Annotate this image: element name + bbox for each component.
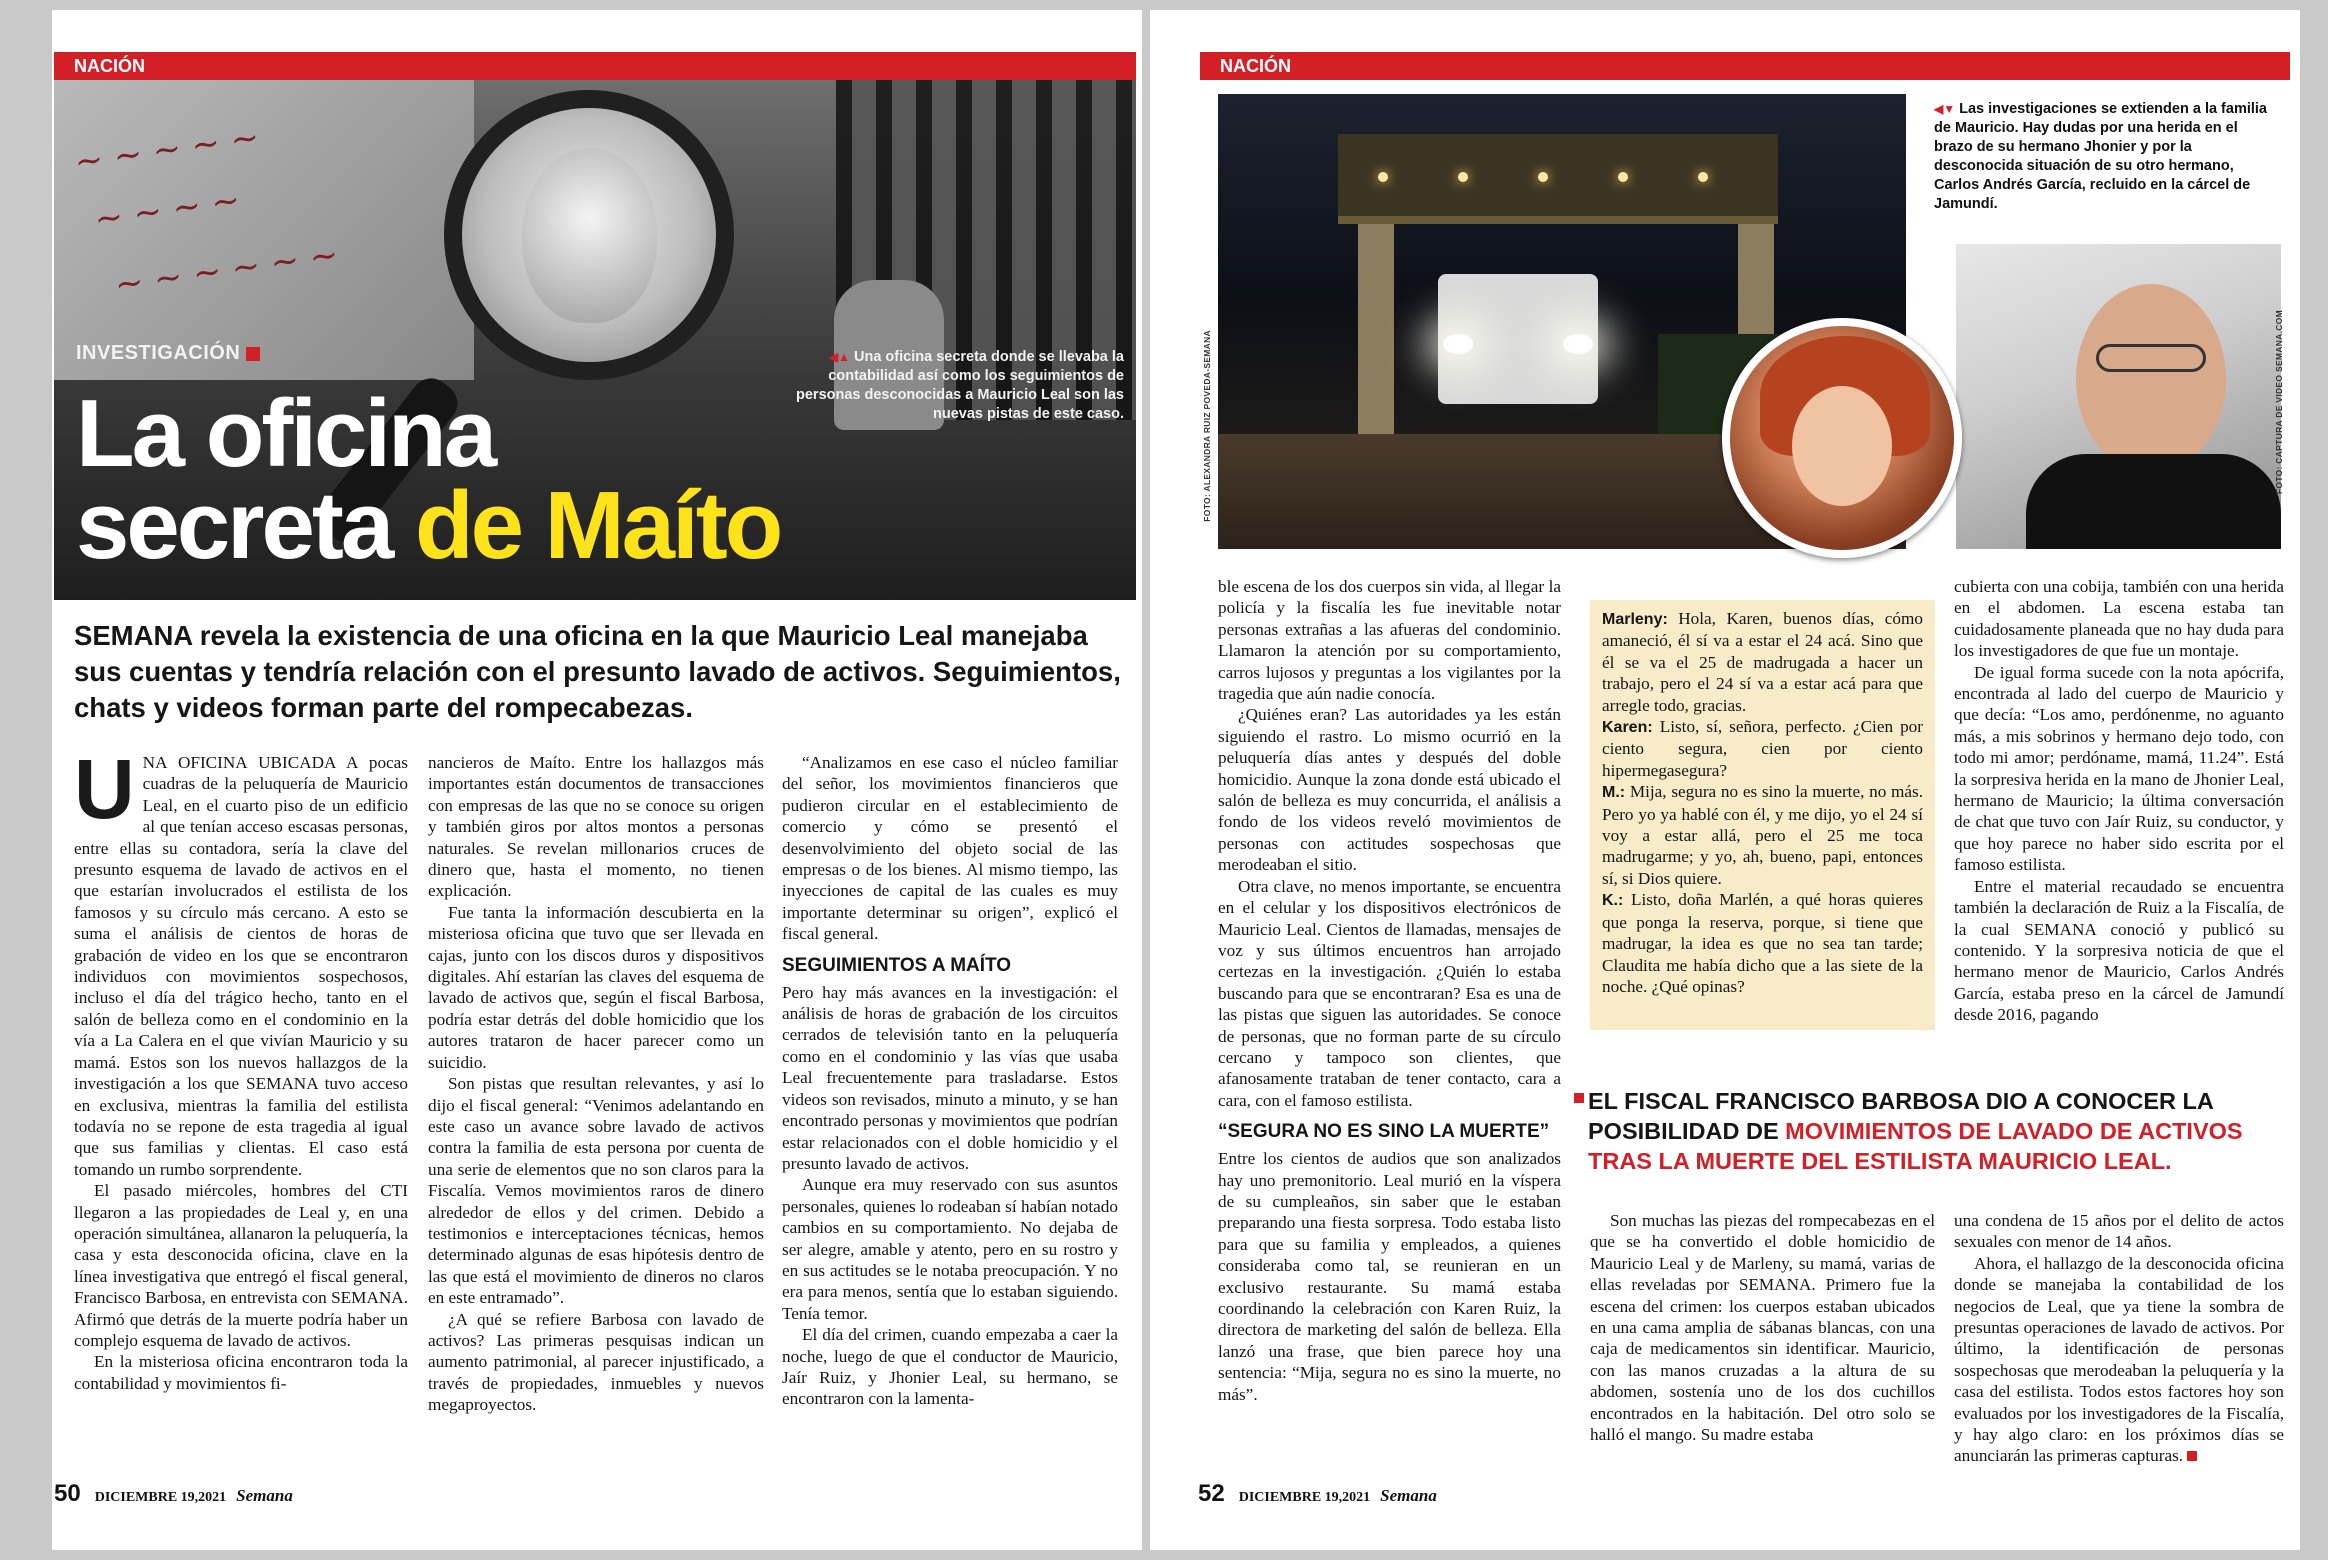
photo-credit: FOTO: ALEXANDRA RUIZ POVEDA-SEMANA [1202,330,1212,522]
paragraph: Entre el material recaudado se encuentra también la declaración de Ruiz a la Fiscalía, de la cual SEMANA conoció y publicó su contenido. Y la sorpresiva noticia de que el hermano menor de Mauricio, Carlos Andrés García, estaba preso en la cárcel de Jamundí desde 2016, pagando [1954,876,2284,1025]
issue-date: DICIEMBRE 19,2021 [1238,1490,1371,1505]
light-icon [1538,172,1548,182]
face [1792,386,1892,506]
section-label: NACIÓN [54,52,1136,80]
page-footer [54,1480,293,1508]
paragraph: ¿Quiénes eran? Las autoridades ya les están siguiendo el rastro. Lo mismo ocurrió en la peluquería días antes y después del doble homicidio. Aunque la zona donde está ubicado el salón de belleza es muy concurrida, el análisis a fondo de los videos reveló movimientos de personas con actitudes sospechosas que merodeaban el sitio. [1218,705,1561,875]
man-portrait-image [1956,244,2281,549]
handwritten-note-image: ~ ~ ~ ~ ~ ~ ~ ~ ~ ~ ~ ~ ~ ~ ~ [54,80,474,380]
chat-text: Listo, doña Marlén, a qué horas quieres que ponga la reserva, porque, si tiene que madrugar, la idea es que no sea tan tarde; Claudita me había dicho que a las siete de la noche. ¿Qué opinas? [1602,890,1924,996]
face [2076,284,2226,474]
paragraph: ¿A qué se refiere Barbosa con lavado de activos? Las primeras pesquisas indican un aumento patrimonial, al parecer injustificado, a través de propiedades, inmuebles y nuevos megaproyectos. [428,1309,764,1415]
paragraph: Entre los cientos de audios que son analizados hay uno premonitorio. Leal murió en la víspera de su cumpleaños, sin saber que le estaban preparando una fiesta sorpresa. Todo estaba listo para que su familia y empleados, a quienes consideraba como tal, se reunieran en un exclusivo restaurante. Su mamá estaba coordinando la celebración con Karen Ruiz, la directora de marketing del salón de belleza. Ella lanzó una frase, que bien parece hoy una sentencia: “Mija, segura no es sino la muerte, no más”. [1218,1149,1561,1404]
light-icon [1698,172,1708,182]
headline-line-1: La oficina [76,380,495,487]
pillar [1358,224,1394,444]
paragraph: cubierta con una cobija, también con una herida en el abdomen. La escena estaba tan cuidadosamente planeada que no hay duda para los investigadores de que fue un montaje. [1954,577,2284,661]
end-mark-icon [2187,1451,2197,1461]
headlight-icon [1443,334,1473,354]
chat-line [1602,781,1923,889]
paragraph: Son pistas que resultan relevantes, y así lo dijo el fiscal general: “Venimos adelantando en este caso un avance sobre lavado de activos contra la familia de esta persona por cuenta de una serie de elementos que no son claros para la Fiscalía. Vemos movimientos raros de dinero alrededor de ellos y del crimen. Debido a testimonios e interceptaciones técnicas, hemos determinado algunas de esas hipótesis dentro de las que está el movimiento de dineros no claros en este entramado”. [428,1074,764,1308]
page-number: 52 [1198,1480,1225,1507]
glasses-icon [2096,344,2206,372]
paragraph: Pero hay más avances en la investigación: el análisis de horas de grabación de los circuitos cerrados de televisión tanto en la peluquería como en el condominio y las vías que usaba Leal frecuentemente para trasladarse. Estos videos son revisados, minuto a minuto, y se han encontrado personas y movimientos que podrían estar relacionados con el doble homicidio y el presunto lavado de activos. [782,982,1118,1173]
chat-line [1602,608,1923,716]
article-column-3 [782,752,1118,1410]
paragraph: Aunque era muy reservado con sus asuntos personales, quienes lo rodeaban sí habían notado cambios en su comportamiento. No dejaba de ser alegre, amable y atento, pero en su rostro y en sus actitudes se le notaba preocupación. Y no era para menos, sentía que lo estaban siguiendo. Tenía temor. [782,1175,1118,1323]
issue-date: DICIEMBRE 19,2021 [94,1490,227,1505]
article-column-3-continued [1954,1210,2284,1467]
light-icon [1458,172,1468,182]
chat-text: Listo, sí, señora, perfecto. ¿Cien por ciento segura, cien por ciento hipermegasegura? [1602,717,1923,780]
pull-quote-highlight: MOVIMIENTOS DE LAVADO DE ACTIVOS TRAS LA MUERTE DEL ESTILISTA MAURICIO LEAL. [1588,1118,2243,1174]
chat-line [1602,716,1923,781]
photo-caption [1934,100,2274,214]
deck: SEMANA revela la existencia de una oficina en la que Mauricio Leal manejaba sus cuentas y tendría relación con el presunto lavado de activos. Seguimientos, chats y videos forman parte del rompecabezas. [74,620,1121,723]
chat-speaker: K.: [1602,892,1624,910]
headlight-icon [1563,334,1593,354]
light-icon [1378,172,1388,182]
paragraph: “Analizamos en ese caso el núcleo familiar del señor, los movimientos financieros que pudieron circular en el establecimiento de comercio y cómo se presentó el desenvolvimiento del objeto social de las empresas o de los bienes. Al mismo tiempo, las inyecciones de capital de las cuales es muy importante determinar su origen”, explicó el fiscal general. [782,753,1118,944]
headline-highlight: de Maíto [414,472,781,579]
paragraph: De igual forma sucede con la nota apócrifa, encontrada al lado del cuerpo de Mauricio y que decía: “Los amo, perdónenme, no aguanto más, a mis sobrinos y hermano dejo todo, con todo mi amor; perdóname, mamá, 11.24”. Está la sorpresiva herida en la mano de Jhonier Leal, hermano de Mauricio; la última conversación de chat que tuvo con Jaír Ruiz, su conductor, y que hoy parece no haber sido escrita por el famoso estilista. [1954,662,2284,875]
left-page [52,10,1142,1550]
paragraph [1954,1253,2284,1467]
paragraph-text: Ahora, el hallazgo de la desconocida oficina donde se manejaba la contabilidad de los negocios de Leal, que ya tiene la sombra de presuntas operaciones de lavado de activos. Por último, la identificación de personas sospechosas que merodeaban la peluquería y la casa del estilista. Todos estos factores hoy son evaluados por los investigadores de la Fiscalía, y hay algo claro: en los próximos días se anunciarán las primeras capturas. [1954,1253,2284,1466]
page-footer [1198,1480,1437,1508]
article-column-2 [1590,1210,1935,1445]
paragraph: ble escena de los dos cuerpos sin vida, al llegar la policía y la fiscalía les fue inevitable notar personas extrañas a las afueras del condominio. Llamaron la atención por su comportamiento, carros lujosos y preguntas a los vigilantes por la tragedia que aún nadie conocía. [1218,577,1561,704]
paragraph: nancieros de Maíto. Entre los hallazgos más importantes están documentos de transacciones con empresas de las que no se conoce su origen y también giros por altos montos a personas naturales. Se revelan millonarios cruces de dinero que, hasta el momento, no tienen explicación. [428,753,764,901]
video-capture-photo [1926,94,2281,549]
paragraph: El día del crimen, cuando empezaba a caer la noche, luego de que el conductor de Mauricio, Jaír Ruiz, y Jhonier Leal, su hermano, se encontraron con la lamenta- [782,1325,1118,1409]
subheading: “SEGURA NO ES SINO LA MUERTE” [1218,1121,1550,1143]
photo-caption [766,348,1124,424]
photo-credit: FOTO: CAPTURA DE VIDEO SEMANA.COM [2274,310,2284,495]
chat-line [1602,889,1923,997]
entrance-canopy [1338,134,1778,224]
headline-line-2: secreta [76,472,392,579]
magnifying-glass-icon [444,90,734,380]
magazine-name: Semana [1380,1486,1437,1505]
article-column-1 [74,742,408,1394]
pull-quote-text: EL FISCAL FRANCISCO BARBOSA DIO A CONOCER LA POSIBILIDAD DE [1588,1088,2213,1144]
chat-text: Mija, segura no es sino la muerte, no más. Pero yo ya hablé con él, y me dijo, yo el 24 sí voy a estar allá, pero el 25 me toca madrugarme; y yo, ah, bueno, papi, entonces sí, si Dios quiere. [1602,782,1923,888]
section-label: NACIÓN [1200,52,2290,80]
article-column-3 [1954,576,2284,1196]
red-square-icon [246,347,260,361]
chat-speaker: Marleny: [1602,611,1668,628]
kicker [76,342,260,365]
chat-text: Hola, Karen, buenos días, cómo amaneció, él sí va a estar el 24 acá. Sino que él se va el 25 de madrugada a hacer un trabajo, pero el 24 sí va a estar acá para que arregle todo, gracias. [1602,609,1923,715]
subheading: SEGUIMIENTOS A MAÍTO [782,954,1012,976]
paragraph: El pasado miércoles, hombres del CTI llegaron a las propiedades de Leal y, en una operación simultánea, allanaron la peluquería, la casa y esta desconocida oficina, clave en la línea investigativa que entregó el fiscal general, Francisco Barbosa, en entrevista con SEMANA. Afirmó que detrás de la muerte podría haber un complejo esquema de lavado de activos. [74,1181,408,1350]
kicker-text: INVESTIGACIÓN [76,342,241,364]
paragraph: Son muchas las piezas del rompecabezas en el que se ha convertido el doble homicidio de Mauricio Leal y de Marleny, su mamá, varias de ellas reveladas por SEMANA. Primero fue la escena del crimen: los cuerpos estaban ubicados en una cama amplia de sábanas blancas, con una caja de medicamentos sin identificar. Mauricio, con las manos cruzadas a la altura de su abdomen, sostenía uno de los dos cuchillos encontrados en la habitación. Del otro solo se halló el mango. Su madre estaba [1590,1211,1935,1445]
shirt [2026,454,2281,549]
paragraph: Fue tanta la información descubierta en la misteriosa oficina que tuvo que ser llevada en cajas, junto con los discos duros y dispositivos digitales. Ahí estarían las claves del esquema de lavado de activos que, según el fiscal Barbosa, podría estar detrás del doble homicidio que los autores trataron de hacer parecer como un suicidio. [428,902,764,1072]
article-column-2 [428,752,764,1416]
chat-speaker: M.: [1602,784,1626,802]
headline [76,380,781,579]
drop-cap: U [74,742,135,836]
photo-caption-text: Las investigaciones se extienden a la familia de Mauricio. Hay dudas por una herida en el brazo de su hermano Jhonier y por la desconocida situación de su otro hermano, Carlos Andrés García, recluido en la cárcel de Jamundí. [1934,101,2267,212]
triangle-arrows-icon: ◀▼ [1934,102,1956,116]
right-page [1150,10,2300,1550]
paragraph: NA OFICINA UBICADA A pocas cuadras de la peluquería de Mauricio Leal, en el cuarto piso de un edificio al que tenían acceso escasas personas, entre ellas su contadora, sería la clave del presunto esquema de lavado de activos en el que estarían involucrados el estilista de los famosos y su círculo más cercano. A esto se suma el análisis de cientos de horas de grabación de video en los que se encontraron individuos con movimientos sospechosos, incluso el día del trágico hecho, tanto en el salón de belleza como en el condominio en la vía a La Calera en el que vivían Mauricio y su mamá. Estos son los nuevos hallazgos de la investigación a los que SEMANA tuvo acceso en exclusiva, mientras la familia del estilista todavía no se repone de esta tragedia al igual que sus familias y clientas. El caso está tomando un rumbo sorprendente. [74,753,408,1179]
light-icon [1618,172,1628,182]
woman-portrait-image [1722,318,1962,558]
triangle-arrows-icon: ◀▲ [828,350,850,364]
article-column-1 [1218,576,1561,1405]
page-number: 50 [54,1480,81,1507]
portrait-image [522,148,657,323]
paragraph: una condena de 15 años por el delito de actos sexuales con menor de 14 años. [1954,1211,2284,1252]
paragraph: En la misteriosa oficina encontraron toda la contabilidad y movimientos fi- [74,1352,408,1393]
photo-caption-text: Una oficina secreta donde se llevaba la contabilidad así como los seguimientos de personas desconocidas a Mauricio Leal son las nuevas pistas de este caso. [796,349,1124,422]
magazine-name: Semana [236,1486,293,1505]
paragraph: Otra clave, no menos importante, se encuentra en el celular y los dispositivos electrónicos de Mauricio Leal. Cientos de llamadas, mensajes de voz y sus últimos encuentros han arrojado certezas en la investigación. ¿Quién lo estaba buscando para que se encontraran? Esa es una de las pistas que siguen las autoridades. Se conoce de personas, que no forman parte de su círculo cercano y tampoco son clientes, que afanosamente trataban de tener contacto, cara a cara, con el famoso estilista. [1218,876,1561,1110]
hero-image [54,80,1136,600]
chat-speaker: Karen: [1602,719,1653,737]
red-square-icon [1574,1093,1584,1103]
chat-transcript-box [1590,600,1935,1030]
